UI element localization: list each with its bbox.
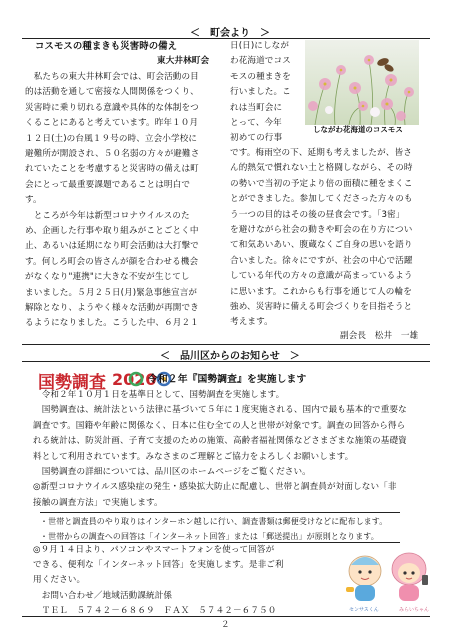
section-rule-top [22, 344, 430, 345]
census-title: 令和２年『国勢調査』を実施します [148, 374, 307, 385]
census-line: 調査です。国籍や年齢に関係なく、日本に住む全ての人と世帯が対象です。調査の回答から得ら [33, 420, 406, 431]
census-line: 国勢調査の詳細については、品川区のホームページをご覧ください。 [33, 467, 311, 477]
census-line: お問い合わせ／地域活動課統計係 [33, 590, 173, 601]
article-line: まいました。５月２５日(月)緊急事態宣言が [25, 287, 198, 298]
mascot-girl-icon [392, 553, 428, 601]
section-header-shinagawa: ＜ 品川区からのお知らせ ＞ [160, 351, 300, 362]
census-line: 接触の調査方法」で実施します。 [33, 497, 163, 508]
article-line: 止、あるいは延期になり町会活動は大打撃で [25, 241, 199, 252]
census-logo-year-text: 2020 [112, 370, 157, 389]
article-line: 初めての行事 [230, 133, 283, 144]
article-line: れていたことを考慮すると災害時の備えは町 [25, 164, 199, 175]
article-line: う一つの目的はその後の昼食会です。「3密」 [230, 209, 405, 220]
article-line: 災害時に乗り切れる意識や具体的な体制をつ [25, 102, 199, 113]
census-line: 国勢調査は、統計法という法律に基づいて５年に１度実施される、国内で最も基本的で重要な [33, 405, 407, 416]
article-line: め、企画した行事や取り組みがことごとく中 [25, 226, 199, 236]
article-title: コスモスの種まきも災害時の備え [35, 41, 178, 52]
article-line: 強め、災害時に備える町会づくりを目指そうと [230, 302, 413, 312]
census-note-line: ・世帯と調査員のやり取りはインターホン越しに行い、調査書類は郵便受けなどに配布します。 [40, 517, 388, 526]
article-line: 日(日)にしなが [230, 41, 290, 51]
census-line: ＴＥＬ ５７４２－６８６９ ＦＡＸ ５７４２－６７５０ [33, 605, 277, 616]
census-note-box [40, 512, 400, 543]
page-number: ２ [221, 620, 230, 630]
census-mascots [343, 545, 435, 615]
census-note-line: ・世帯からの調査への回答は「インターネット回答」または「郵送提出」が原則となります。 [40, 532, 379, 541]
article-line: ん的熱気で慣れない土と格闘しながら、その時 [230, 163, 413, 174]
article-line: す。何しろ町会の皆さんが顔を合わせる機会 [25, 256, 199, 267]
census-line: れる統計は、防災計画、子育て支援のための施策、高齢者福祉関係などさまざまな施策の基礎資 [33, 436, 407, 447]
footer-rule [22, 616, 430, 617]
article-line: 合いました。徐々にですが、社会の中心で活躍 [230, 255, 413, 266]
census-line: ◎新型コロナウイルス感染症の発生・感染拡大防止に配慮し、世帯と調査員が対面しない「非 [33, 482, 397, 493]
mascot-label-1: センサスくん [349, 607, 379, 613]
article-line: の勢いで当初の予定より倍の面積に種をまくこ [230, 178, 413, 189]
census-line: 用ください。 [33, 575, 86, 586]
article-line: 解除となり、ようやく様々な活動が再開でき [25, 303, 199, 313]
article-line: １２日(土)の台風１９号の時、立会小学校に [25, 133, 198, 144]
cosmos-photo [305, 40, 419, 125]
mascot-label-2: みらいちゃん [399, 607, 430, 613]
mascot-boy-icon [346, 556, 381, 601]
census-line: 料として利用されています。みなさまのご理解とご協力をよろしくお願いします。 [33, 451, 354, 462]
section-header-chokai: ＜ 町会より ＞ [190, 28, 270, 39]
article-line: くることにあると考えています。昨年１０月 [25, 118, 199, 129]
article-line: です。梅雨空の下、延期も考えましたが、皆さ [230, 148, 412, 158]
article-line: て和気あいあい、腹蔵なくご自身の思いを語り [230, 240, 413, 251]
article-line: に思います。これからも行事を通じて人の輪を [230, 286, 412, 297]
article-line: とができました。参加してくださった方々のも [230, 194, 413, 205]
census-line: 令和２年１０月１日を基準日として、国勢調査を実施します。 [33, 390, 285, 400]
article-line: 会にとって最重要課題であることは明白で [25, 179, 191, 190]
article-line: 行いました。こ [230, 87, 291, 98]
article-line: す。 [25, 195, 42, 206]
article-line: 考えます。 [230, 317, 273, 328]
article-line: を避けながら社会の動きや町会の在り方につい [230, 225, 413, 235]
article-line: るようになりました。こうした中、６月２１ [25, 318, 199, 329]
section-rule-bottom [22, 361, 430, 362]
article-line: 私たちの東大井林町会では、町会活動の目 [25, 72, 199, 82]
article-line: わ花海道でコス [230, 56, 291, 67]
article-author: 東大井林町会 [157, 56, 210, 66]
census-line: ◎９月１４日より、パソコンやスマートフォンを使って回答が [33, 545, 275, 555]
article-signature: 副会長 松井 一雄 [340, 331, 419, 341]
census-logo-text: 国勢調査 [38, 373, 106, 393]
article-line: している年代の方々の意識が高まっているよう [230, 271, 413, 282]
article-line: 避難所が開設され、５０名弱の方々が避難さ [25, 149, 200, 159]
article-line: 的は活動を通して密接な人間関係をつくり、 [25, 87, 199, 98]
article-line: モスの種まきを [230, 71, 291, 82]
article-line: がなくなり"連携"に大きな不安が生じてし [25, 272, 190, 283]
article-line: ところが今年は新型コロナウイルスのた [25, 210, 190, 221]
census-line: できる、便利な「インターネット回答」を実施します。是非ご利 [33, 560, 284, 571]
photo-caption: しながわ花海道のコスモス [313, 125, 403, 134]
article-line: とって、今年 [230, 118, 282, 128]
article-line: れは当町会に [230, 102, 283, 113]
